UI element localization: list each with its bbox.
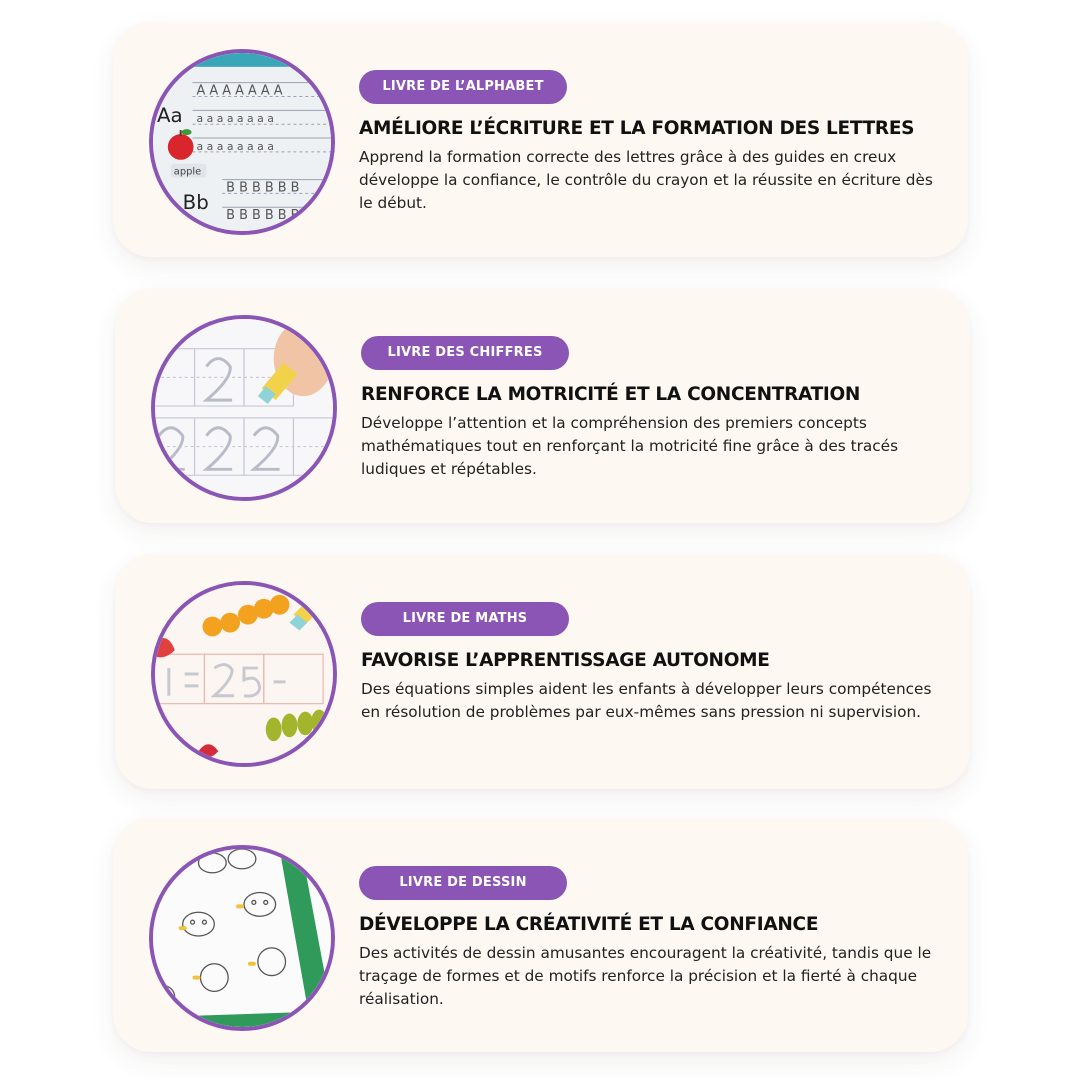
svg-text:a a a a a a a a: a a a a a a a a [196, 139, 274, 153]
book-badge: LIVRE DES CHIFFRES [361, 336, 569, 370]
numbers-worksheet-illustration [155, 319, 333, 497]
card-title: RENFORCE LA MOTRICITÉ ET LA CONCENTRATION [361, 384, 861, 405]
photo-word-apple: apple [173, 166, 202, 178]
feature-card-drawing [113, 818, 968, 1052]
card-description: Des activités de dessin amusantes encouragent la créativité, tandis que le traçage de formes et de motifs renforce la précision et la fierté à chaque réalisation. [359, 944, 932, 1008]
svg-text:A A A A A A A: A A A A A A A [196, 83, 283, 99]
alphabet-book-photo [149, 49, 335, 235]
numbers-book-photo [151, 315, 337, 501]
card-description: Apprend la formation correcte des lettres grâce à des guides en creux développe la confiance, le contrôle du crayon et la réussite en écriture dès le début. [359, 148, 933, 212]
drawing-book-photo [149, 845, 335, 1031]
book-badge: LIVRE DE DESSIN [359, 866, 567, 900]
svg-text:a a a a a a a a: a a a a a a a a [196, 112, 274, 126]
card-description: Des équations simples aident les enfants à développer leurs compétences en résolution de problèmes par eux-mêmes sans pression ni supervision. [361, 680, 932, 721]
maths-worksheet-illustration [155, 585, 333, 763]
book-badge: LIVRE DE L’ALPHABET [359, 70, 567, 104]
photo-letter-bb: Bb [182, 191, 209, 215]
maths-book-photo [151, 581, 337, 767]
alphabet-worksheet-illustration [153, 53, 331, 231]
feature-card-numbers [115, 288, 970, 523]
drawing-worksheet-illustration [153, 849, 331, 1027]
card-title: DÉVELOPPE LA CRÉATIVITÉ ET LA CONFIANCE [359, 914, 819, 935]
feature-card-maths [115, 554, 970, 789]
svg-text:B B B B B B: B B B B B B [226, 180, 300, 196]
photo-letter-aa: Aa [156, 104, 183, 128]
card-title: FAVORISE L’APPRENTISSAGE AUTONOME [361, 650, 770, 671]
card-title: AMÉLIORE L’ÉCRITURE ET LA FORMATION DES LETTRES [359, 118, 915, 139]
card-description: Développe l’attention et la compréhension des premiers concepts mathématiques tout en renforçant la motricité fine grâce à des tracés ludiques et répétables. [361, 414, 899, 478]
svg-text:B B B B B B: B B B B B B [226, 208, 300, 224]
book-badge: LIVRE DE MATHS [361, 602, 569, 636]
feature-card-alphabet [113, 22, 968, 257]
